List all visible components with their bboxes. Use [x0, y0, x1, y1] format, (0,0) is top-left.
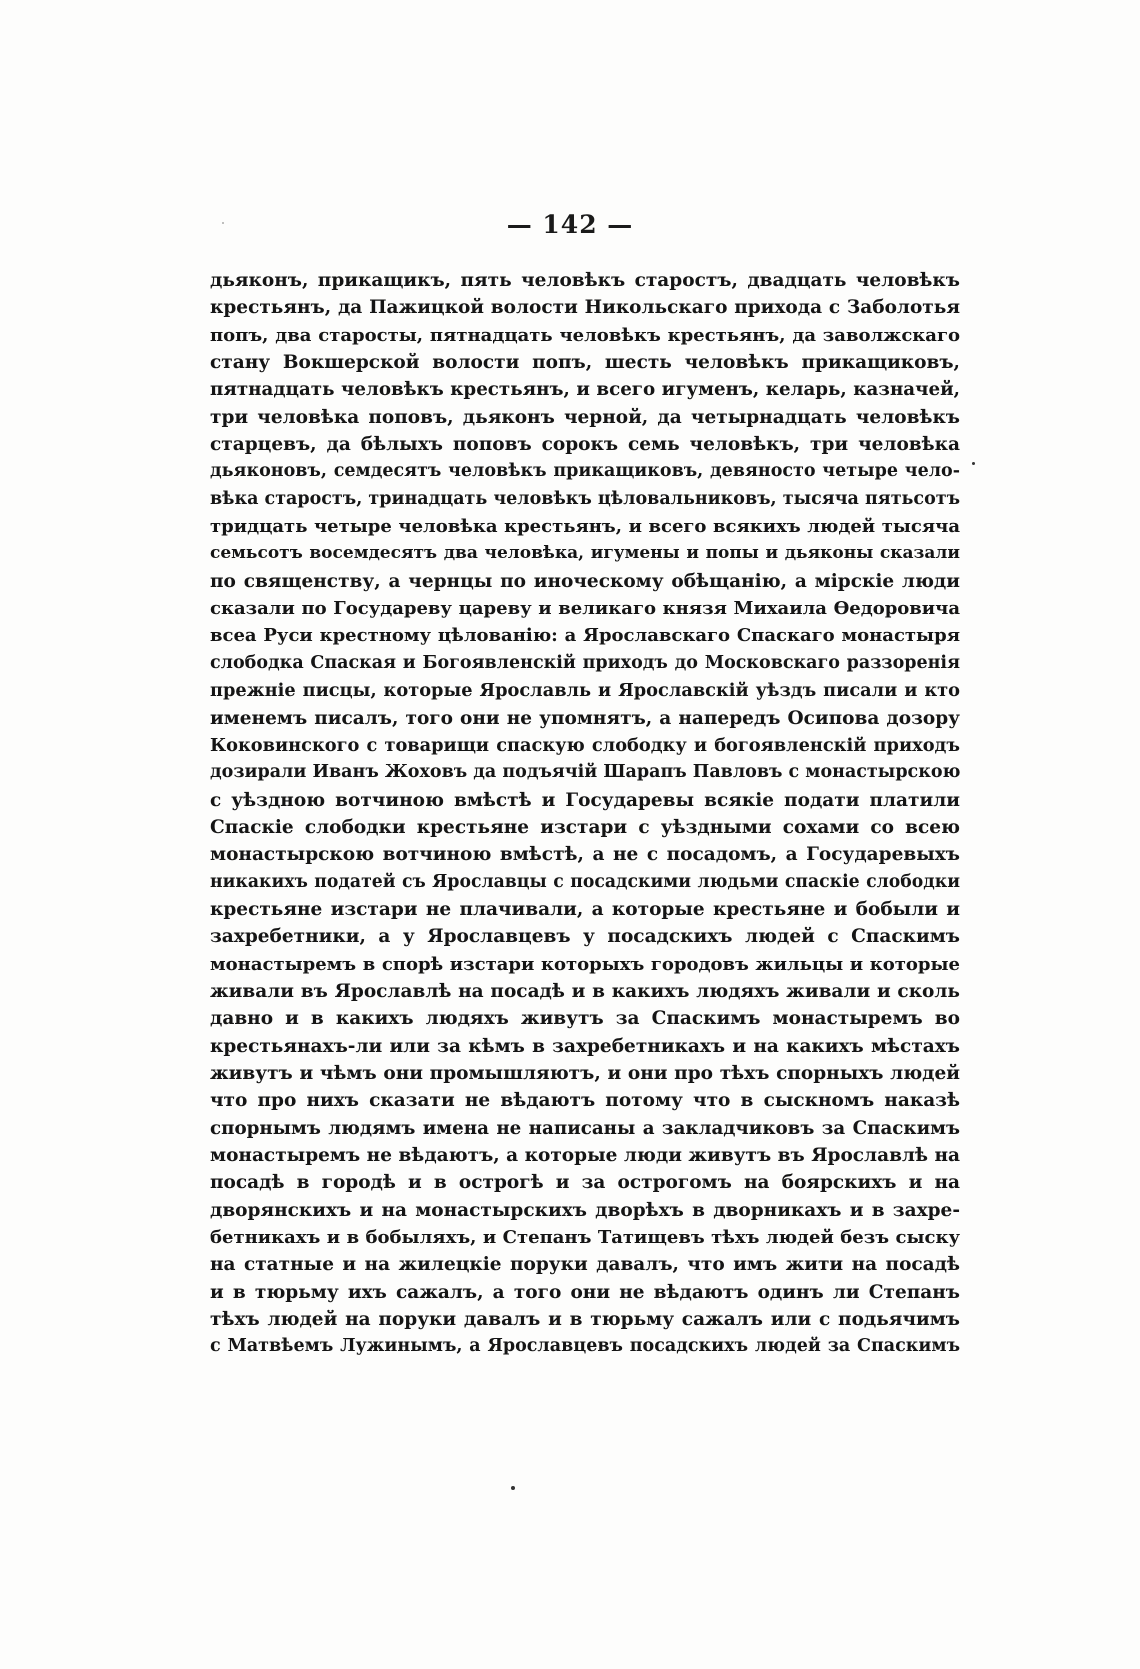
- text-line: вѣка старостъ, тринадцать человѣкъ цѣловальниковъ, тысяча пятьсотъ: [210, 488, 960, 509]
- text-line: дворянскихъ и на монастырскихъ дворѣхъ в дворникахъ и в захре-: [210, 1199, 960, 1221]
- text-line: живутъ и чѣмъ они промышляютъ, и они про тѣхъ спорныхъ людей: [210, 1062, 960, 1084]
- text-line: с уѣздною вотчиною вмѣстѣ и Государевы всякiе подати платили: [210, 789, 960, 811]
- text-line: на статные и на жилецкiе поруки давалъ, что имъ жити на посадѣ: [210, 1254, 960, 1276]
- text-line: пятнадцать человѣкъ крестьянъ, и всего игуменъ, келарь, казначей,: [210, 379, 960, 401]
- text-line: спорнымъ людямъ имена не написаны а закладчиковъ за Спаскимъ: [210, 1117, 960, 1139]
- text-line: сказали по Государеву цареву и великаго князя Михаила Ѳедоровича: [210, 598, 960, 620]
- text-line: семьсотъ восемдесятъ два человѣка, игумены и попы и дьяконы сказали: [210, 543, 960, 564]
- text-line: три человѣка поповъ, дьяконъ черной, да четырнадцать человѣкъ: [210, 406, 960, 428]
- text-line: тридцать четыре человѣка крестьянъ, и всего всякихъ людей тысяча: [210, 516, 960, 538]
- text-line: посадѣ в городѣ и в острогѣ и за острогомъ на боярскихъ и на: [210, 1172, 960, 1194]
- text-line: давно и в какихъ людяхъ живутъ за Спаскимъ монастыремъ во: [210, 1008, 960, 1030]
- text-line: тѣхъ людей на поруки давалъ и в тюрьму сажалъ или с подьячимъ: [210, 1309, 960, 1331]
- text-line: живали въ Ярославлѣ на посадѣ и в какихъ людяхъ живали и сколь: [210, 980, 960, 1002]
- text-line: с Матвѣемъ Лужинымъ, а Ярославцевъ посадскихъ людей за Спаскимъ: [210, 1336, 960, 1357]
- scan-speck: [511, 1486, 515, 1490]
- text-line: прежнiе писцы, которые Ярославль и Ярославскiй уѣздъ писали и кто: [210, 680, 960, 702]
- text-line: монастырскою вотчиною вмѣстѣ, а не с посадомъ, а Государевыхъ: [210, 844, 960, 866]
- text-line: монастыремъ в спорѣ изстари которыхъ городовъ жильцы и которые: [210, 953, 960, 975]
- text-line: дозирали Иванъ Жоховъ да подъячiй Шарапъ Павловъ с монастырскою: [210, 762, 960, 783]
- text-line: дьяконъ, прикащикъ, пять человѣкъ старостъ, двадцать человѣкъ: [210, 270, 960, 291]
- text-line: именемъ писалъ, того они не упомнятъ, а напередъ Осипова дозору: [210, 707, 960, 729]
- text-line: крестьянъ, да Пажицкой волости Никольскаго прихода с Заболотья: [210, 297, 960, 319]
- text-line: монастыремъ не вѣдаютъ, а которые люди живутъ въ Ярославлѣ на: [210, 1145, 960, 1166]
- text-line: Спаскiе слободки крестьяне изстари с уѣздными сохами со всею: [210, 816, 960, 838]
- text-line: бетникахъ и в бобыляхъ, и Степанъ Татищевъ тѣхъ людей безъ сыску: [210, 1227, 960, 1249]
- text-line: попъ, два старосты, пятнадцать человѣкъ крестьянъ, да заволжскаго: [210, 324, 960, 346]
- text-line: старцевъ, да бѣлыхъ поповъ сорокъ семь человѣкъ, три человѣка: [210, 434, 960, 456]
- text-line: крестьяне изстари не плачивали, а которые крестьяне и бобыли и: [210, 898, 960, 920]
- scan-speck: [972, 462, 975, 465]
- text-line: стану Вокшерской волости попъ, шесть человѣкъ прикащиковъ,: [210, 352, 960, 374]
- page-number: — 142 —: [506, 210, 634, 239]
- text-line: дьяконовъ, семдесятъ человѣкъ прикащиковъ, девяносто четыре чело-: [210, 461, 960, 482]
- body-text: [210, 267, 960, 1361]
- text-line: по священству, а чернцы по иноческому обѣщанiю, а мiрскiе люди: [210, 570, 960, 592]
- text-line: всеа Руси крестному цѣлованiю: а Ярославскаго Спаскаго монастыря: [210, 625, 960, 647]
- text-line: что про нихъ сказати не вѣдаютъ потому что в сыскномъ наказѣ: [210, 1090, 960, 1112]
- text-line: слободка Спаская и Богоявленскiй приходъ до Московскаго раззоренiя: [210, 652, 960, 673]
- text-line: и в тюрьму ихъ сажалъ, а того они не вѣдаютъ одинъ ли Степанъ: [210, 1281, 960, 1303]
- text-line: захребетники, а у Ярославцевъ у посадскихъ людей с Спаскимъ: [210, 926, 960, 948]
- text-line: крестьянахъ-ли или за кѣмъ в захребетникахъ и на какихъ мѣстахъ: [210, 1035, 960, 1057]
- text-line: никакихъ податей съ Ярославцы с посадскими людьми спаскiе слободки: [210, 871, 960, 892]
- text-line: Коковинского с товарищи спаскую слободку и богоявленскiй приходъ: [210, 734, 960, 756]
- scan-speck: [222, 222, 224, 224]
